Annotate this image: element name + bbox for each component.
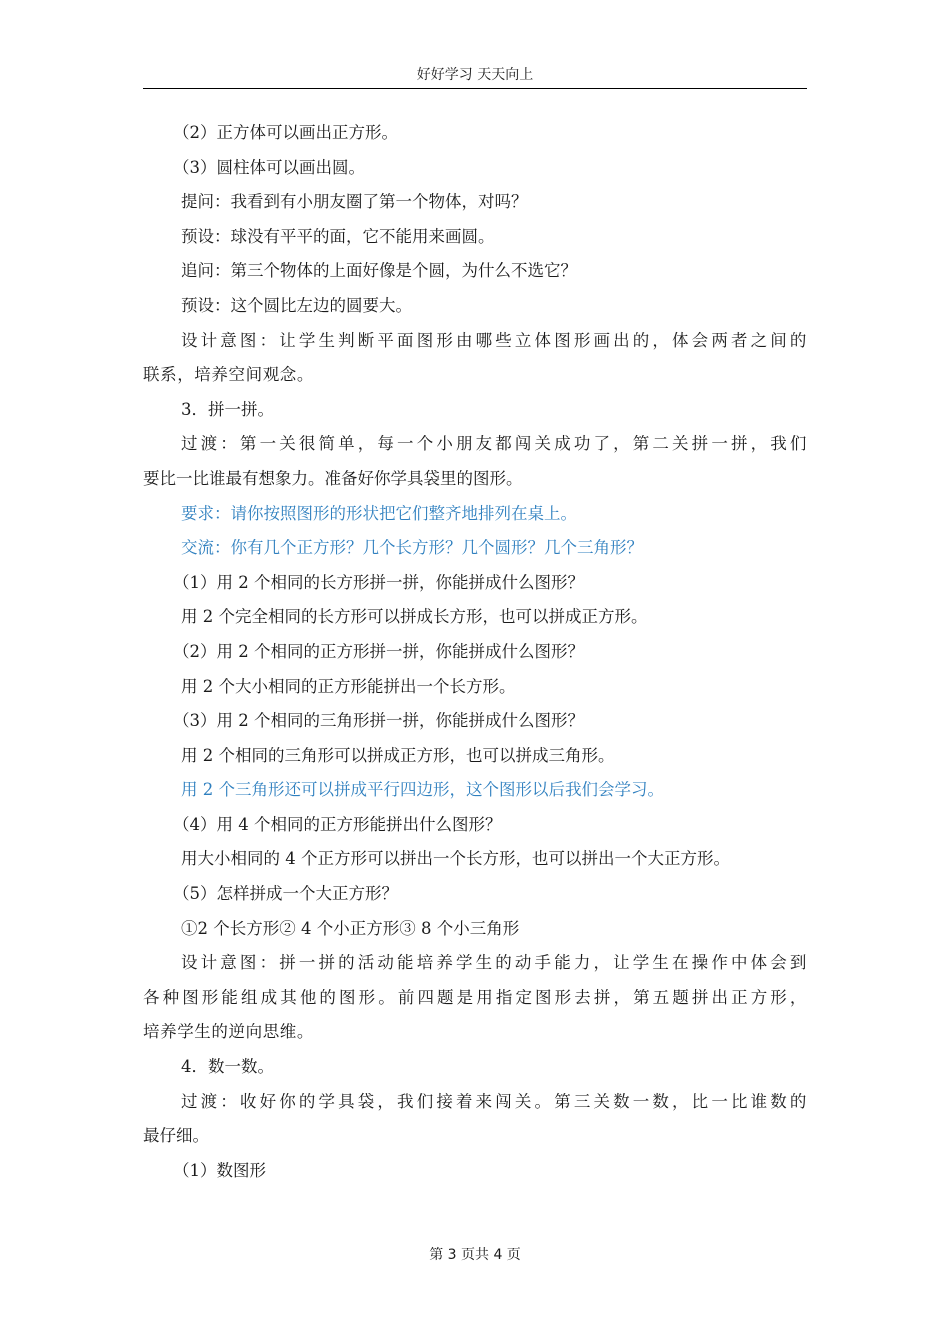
text-line: 预设：这个圆比左边的圆要大。 [181,295,412,315]
text-line: 要比一比谁最有想象力。准备好你学具袋里的图形。 [143,468,523,488]
text-line: （2）用 2 个相同的正方形拼一拼，你能拼成什么图形？ [173,641,584,661]
page-number: 第 3 页共 4 页 [429,1247,521,1263]
text-line: （4）用 4 个相同的正方形能拼出什么图形？ [173,814,502,834]
page-header [143,62,807,89]
text-line: 最仔细。 [143,1126,209,1146]
text-line: 联系，培养空间观念。 [143,365,314,385]
text-line: 用 2 个完全相同的长方形可以拼成长方形，也可以拼成正方形。 [181,607,648,627]
text-line: 提问：我看到有小朋友圈了第一个物体，对吗？ [181,192,528,212]
text-line: 用 2 个相同的三角形可以拼成正方形，也可以拼成三角形。 [181,745,615,765]
text-line: （2）正方体可以画出正方形。 [173,123,398,142]
header-title: 好好学习 天天向上 [416,67,534,83]
text-line: 追问：第三个物体的上面好像是个圆，为什么不选它？ [181,261,577,281]
text-line: （3）圆柱体可以画出圆。 [173,157,365,177]
text-line: （3）用 2 个相同的三角形拼一拼，你能拼成什么图形？ [173,711,584,731]
document-body [143,116,807,1188]
text-line: 设计意图：拼一拼的活动能培养学生的动手能力，让学生在操作中体会到 [181,953,807,973]
text-line: 交流：你有几个正方形？几个长方形？几个圆形？几个三角形？ [181,538,643,558]
text-line: 要求：请你按照图形的形状把它们整齐地排列在桌上。 [181,503,577,523]
text-line: 4．数一数。 [181,1057,274,1077]
text-line: ①2 个长方形② 4 个小正方形③ 8 个小三角形 [181,918,520,938]
text-line: 3．拼一拼。 [181,399,274,419]
text-line: 用 2 个大小相同的正方形能拼出一个长方形。 [181,676,516,696]
text-line: 设计意图：让学生判断平面图形由哪些立体图形画出的，体会两者之间的 [181,330,807,350]
text-line: （5）怎样拼成一个大正方形？ [173,884,398,904]
text-line: 过渡：收好你的学具袋，我们接着来闯关。第三关数一数，比一比谁数的 [181,1091,807,1111]
text-line: 各种图形能组成其他的图形。前四题是用指定图形去拼，第五题拼出正方形， [143,987,807,1007]
page-footer [0,1244,950,1264]
text-line: 用 2 个三角形还可以拼成平行四边形，这个图形以后我们会学习。 [181,780,664,800]
text-line: 预设：球没有平平的面，它不能用来画圆。 [181,226,495,246]
text-line: （1）用 2 个相同的长方形拼一拼，你能拼成什么图形？ [173,572,584,592]
text-line: 用大小相同的 4 个正方形可以拼出一个长方形，也可以拼出一个大正方形。 [181,849,730,869]
text-line: （1）数图形 [173,1160,266,1180]
text-line: 培养学生的逆向思维。 [143,1022,314,1042]
text-line: 过渡：第一关很简单，每一个小朋友都闯关成功了，第二关拼一拼，我们 [181,434,807,454]
